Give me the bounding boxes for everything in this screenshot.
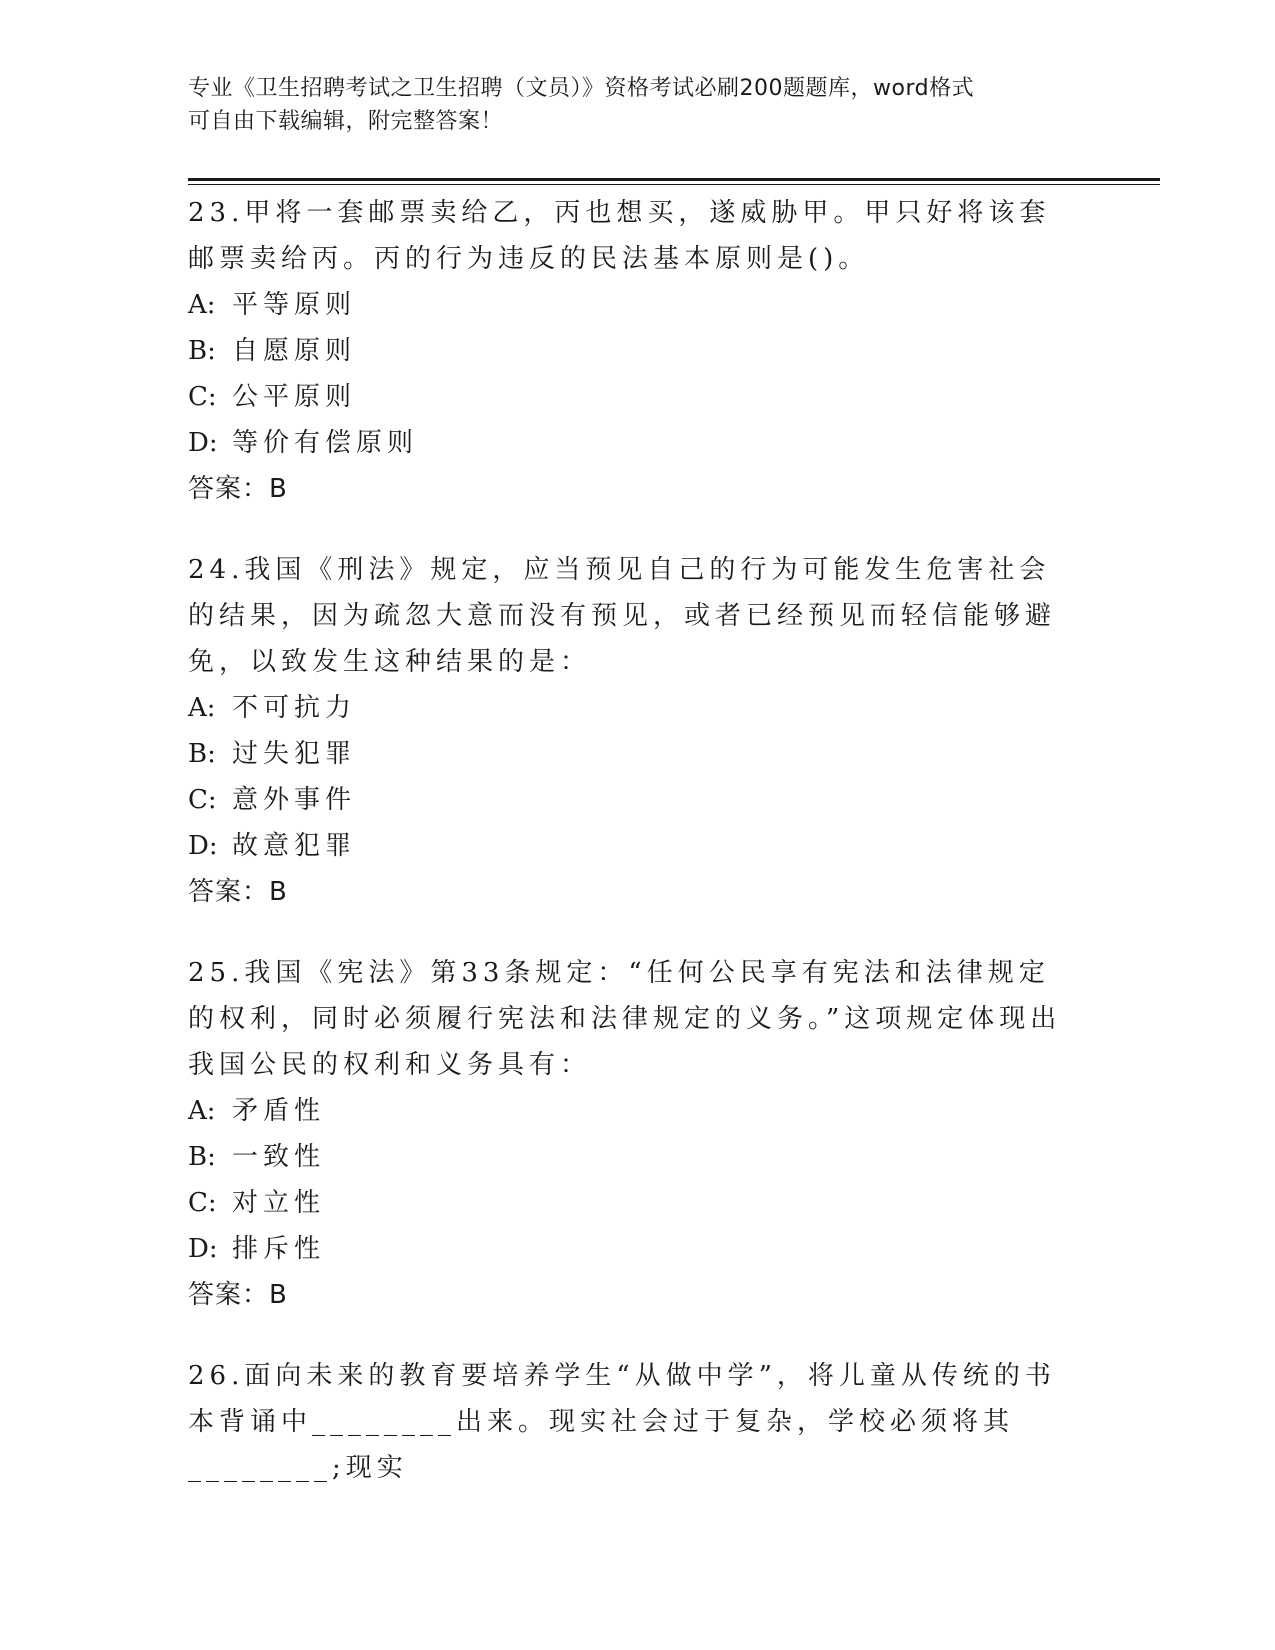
option-text: 对立性 [232, 1188, 326, 1218]
option-key: B: [188, 1142, 216, 1172]
option-text: 过失犯罪 [232, 739, 357, 769]
option-key: B: [188, 739, 216, 769]
question-text: 23.甲将一套邮票卖给乙，丙也想买，遂威胁甲。甲只好将该套邮票卖给丙。丙的行为违反的民法基本原则是()。 [188, 198, 1051, 274]
option-text: 平等原则 [232, 290, 357, 320]
option-a [188, 1088, 1080, 1134]
option-d [188, 1226, 1080, 1272]
document-header [188, 72, 1088, 138]
option-c [188, 777, 1080, 823]
answer-line: 答案：B [188, 877, 288, 907]
option-text: 公平原则 [232, 382, 357, 412]
header-line-1: 专业《卫生招聘考试之卫生招聘（文员）》资格考试必刷200题题库，word格式 [188, 76, 975, 101]
option-key: A: [188, 1096, 216, 1126]
option-text: 故意犯罪 [232, 831, 357, 861]
question-list [188, 190, 1080, 1526]
answer-line: 答案：B [188, 1280, 288, 1310]
option-text: 矛盾性 [232, 1096, 326, 1126]
option-text: 等价有偿原则 [232, 428, 419, 458]
option-d [188, 823, 1080, 869]
option-b [188, 731, 1080, 777]
option-text: 排斥性 [232, 1234, 326, 1264]
option-b [188, 1134, 1080, 1180]
answer-line: 答案：B [188, 474, 288, 504]
option-key: A: [188, 693, 216, 723]
option-key: C: [188, 382, 217, 412]
option-b [188, 328, 1080, 374]
header-divider-thin [188, 184, 1160, 185]
option-text: 不可抗力 [232, 693, 357, 723]
question-text: 26.面向未来的教育要培养学生“从做中学”，将儿童从传统的书本背诵中________出来。现实社会过于复杂，学校必须将其________;现实 [188, 1361, 1056, 1483]
option-key: A: [188, 290, 216, 320]
option-c [188, 1180, 1080, 1226]
option-c [188, 374, 1080, 420]
option-key: C: [188, 785, 217, 815]
header-divider-thick [188, 178, 1160, 181]
option-text: 一致性 [232, 1142, 326, 1172]
question-24 [188, 547, 1080, 915]
question-25 [188, 950, 1080, 1318]
option-d [188, 420, 1080, 466]
option-key: B: [188, 336, 216, 366]
question-26 [188, 1353, 1080, 1491]
question-text: 25.我国《宪法》第33条规定：“任何公民享有宪法和法律规定的权利，同时必须履行宪法和法律规定的义务。”这项规定体现出我国公民的权利和义务具有： [188, 958, 1062, 1080]
option-key: D: [188, 831, 218, 861]
option-text: 自愿原则 [232, 336, 357, 366]
question-text: 24.我国《刑法》规定，应当预见自己的行为可能发生危害社会的结果，因为疏忽大意而没有预见，或者已经预见而轻信能够避免，以致发生这种结果的是： [188, 555, 1057, 677]
header-line-2: 可自由下载编辑，附完整答案！ [188, 109, 504, 134]
option-key: C: [188, 1188, 217, 1218]
question-23 [188, 190, 1080, 512]
option-key: D: [188, 1234, 218, 1264]
option-text: 意外事件 [232, 785, 357, 815]
option-a [188, 685, 1080, 731]
option-a [188, 282, 1080, 328]
option-key: D: [188, 428, 218, 458]
